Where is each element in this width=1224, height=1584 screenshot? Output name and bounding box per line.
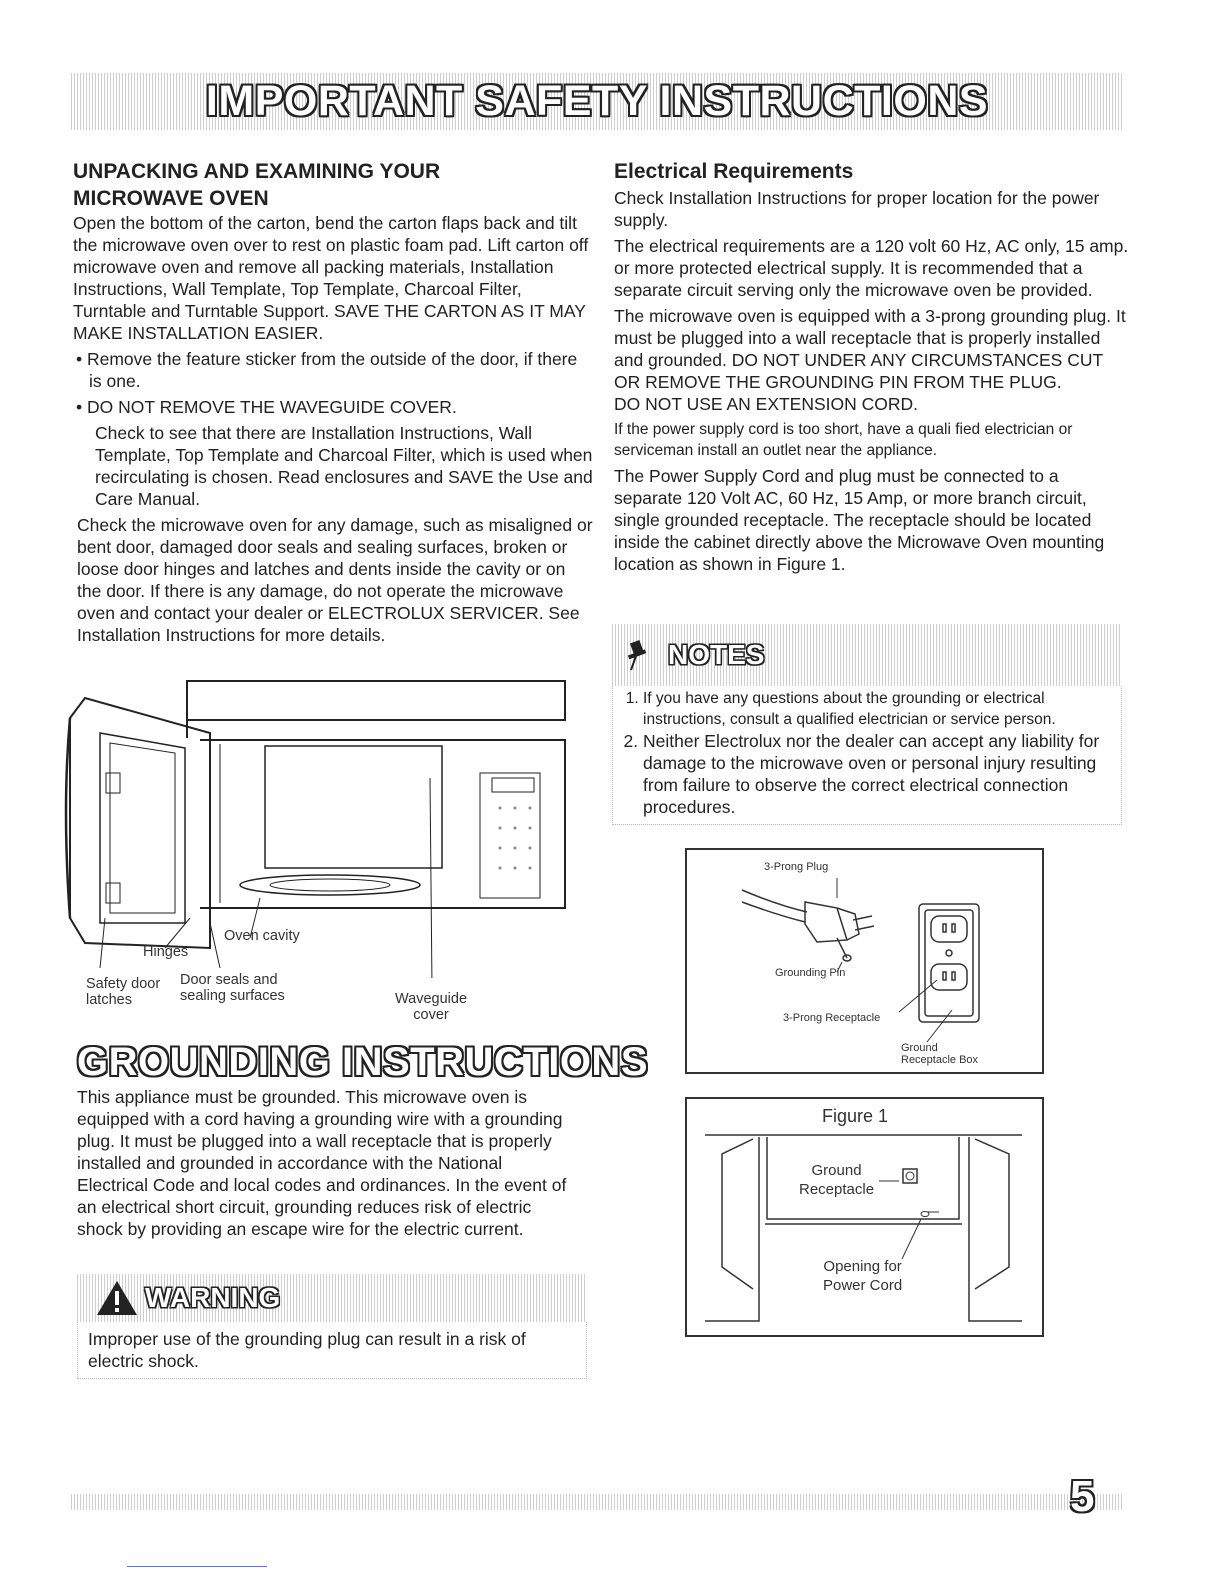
label-waveguide-l1: Waveguide <box>395 991 468 1007</box>
figure-1 <box>685 1097 1044 1337</box>
label-opening-power-cord <box>823 1257 902 1295</box>
label-opening-l2: Power Cord <box>823 1277 903 1294</box>
warning-title: WARNING <box>145 1282 281 1313</box>
electrical-p1: Check Installation Instructions for proper location for the power supply. <box>614 188 1100 230</box>
electrical-p3: The microwave oven is equipped with a 3-prong grounding plug. It must be plugged into a wall receptacle that is properly installed and grounded. DO NOT UNDER ANY CIRCUMSTANCES CUT OR REMOVE THE GROUNDING PIN FROM THE PLUG. <box>614 306 1126 392</box>
grounding-heading: GROUNDING INSTRUCTIONS <box>77 1040 648 1084</box>
notes-title: NOTES <box>668 639 765 670</box>
notes-header <box>612 624 1122 686</box>
page-title: IMPORTANT SAFETY INSTRUCTIONS <box>205 77 989 125</box>
warning-box <box>77 1274 587 1379</box>
label-safety-door-latches <box>86 976 160 1008</box>
warning-triangle-icon <box>95 1279 139 1317</box>
unpacking-heading <box>73 158 593 212</box>
grounding-body: This appliance must be grounded. This microwave oven is equipped with a cord having a grounding wire with a grounding plug. It must be plugged into a wall receptacle that is properly installed and grounded in accordance with the National Electrical Code and local codes and ordinances. In the event of an electrical short circuit, grounding reduces risk of electric shock by providing an escape wire for the electric current. <box>77 1087 567 1239</box>
notes-item-1: 1. If you have any questions about the grounding or electrical instructions, consult a qualified electrician or service person. <box>643 688 1111 730</box>
warning-body: Improper use of the grounding plug can result in a risk of electric shock. <box>77 1322 587 1379</box>
unpacking-section <box>73 158 593 650</box>
pushpin-icon <box>622 638 654 672</box>
label-door-seals <box>180 972 285 1004</box>
plug-figure <box>685 848 1044 1074</box>
label-door-seals-l2: sealing surfaces <box>180 988 285 1004</box>
unpacking-para2: Check the microwave oven for any damage, such as misaligned or bent door, damaged door seals and sealing surfaces, broken or loose door hinges and latches and dents inside the cavity or on the door. If there is any damage, do not operate the microwave oven and contact your dealer or ELECTROLUX SERVICER. See Installation Instructions for more details. <box>77 515 593 645</box>
label-ground-l1: Ground <box>811 1162 862 1179</box>
unpacking-bullet1: • Remove the feature sticker from the outside of the door, if there is one. <box>76 349 578 391</box>
unpacking-bullet2-detail: Check to see that there are Installation Instructions, Wall Template, Top Template and Charcoal Filter, which is used when recirculating is chosen. Read enclosures and SAVE the Use and Care Manual. <box>95 423 593 509</box>
label-waveguide-l2: cover <box>413 1007 449 1023</box>
label-3-prong-plug: 3-Prong Plug <box>764 861 829 873</box>
notes-item-2: 2. Neither Electrolux nor the dealer can accept any liability for damage to the microwave oven or personal injury resulting from failure to observe the correct electrical connection procedures. <box>643 730 1111 818</box>
plug-and-receptacle-illustration <box>687 850 1042 1072</box>
notes-body <box>612 686 1122 825</box>
label-hinges: Hinges <box>143 944 189 960</box>
bottom-rule <box>127 1566 267 1567</box>
electrical-p4: If the power supply cord is too short, have a quali fied electrician or serviceman install an outlet near the appliance. <box>614 421 1073 459</box>
electrical-heading: Electrical Requirements <box>614 160 854 183</box>
unpacking-bullet2: • DO NOT REMOVE THE WAVEGUIDE COVER. <box>76 397 457 417</box>
notes-box <box>612 624 1122 825</box>
electrical-section <box>614 158 1129 579</box>
label-grounding-pin: Grounding Pin <box>775 967 846 979</box>
electrical-p5: The Power Supply Cord and plug must be connected to a separate 120 Volt AC, 60 Hz, 15 Amp, or more branch circuit, single grounded receptacle. The receptacle should be located inside the cabinet directly above the Microwave Oven mounting location as shown in Figure 1. <box>614 466 1105 574</box>
label-3-prong-receptacle: 3-Prong Receptacle <box>783 1012 881 1024</box>
page-number: 5 <box>1070 1472 1095 1521</box>
unpacking-para1: Open the bottom of the carton, bend the carton flaps back and tilt the microwave oven over to rest on plastic foam pad. Lift carton off microwave oven and remove all packing materials, Installation Instructions, Wall Template, Top Template, Charcoal Filter, Turntable and Turntable Support. SAVE THE CARTON AS IT MAY MAKE INSTALLATION EASIER. <box>73 213 589 343</box>
label-ground-l2: Receptacle <box>799 1181 875 1198</box>
label-safety-door-l2: latches <box>86 992 132 1008</box>
label-opening-l1: Opening for <box>823 1258 902 1275</box>
label-ground-receptacle-box-l1: Ground <box>901 1042 938 1054</box>
unpacking-heading-line1: UNPACKING AND EXAMINING YOUR <box>73 160 441 183</box>
label-ground-receptacle <box>799 1161 874 1199</box>
unpacking-heading-line2: MICROWAVE OVEN <box>73 187 269 210</box>
figure-1-title: Figure 1 <box>822 1106 889 1126</box>
microwave-oven-illustration <box>60 678 580 978</box>
header-banner <box>71 73 1123 130</box>
footer-stripe <box>71 1494 1123 1510</box>
label-oven-cavity: Oven cavity <box>224 928 300 944</box>
warning-header <box>77 1274 587 1322</box>
electrical-p3b: DO NOT USE AN EXTENSION CORD. <box>614 394 919 414</box>
cabinet-illustration <box>687 1099 1042 1335</box>
label-ground-receptacle-box <box>901 1042 978 1066</box>
electrical-p2: The electrical requirements are a 120 volt 60 Hz, AC only, 15 amp. or more protected electrical supply. It is recommended that a separate circuit serving only the microwave oven be provided. <box>614 236 1129 300</box>
label-safety-door-l1: Safety door <box>86 976 161 992</box>
label-door-seals-l1: Door seals and <box>180 972 278 988</box>
label-ground-receptacle-box-l2: Receptacle Box <box>901 1054 979 1066</box>
label-waveguide-cover <box>395 991 467 1023</box>
